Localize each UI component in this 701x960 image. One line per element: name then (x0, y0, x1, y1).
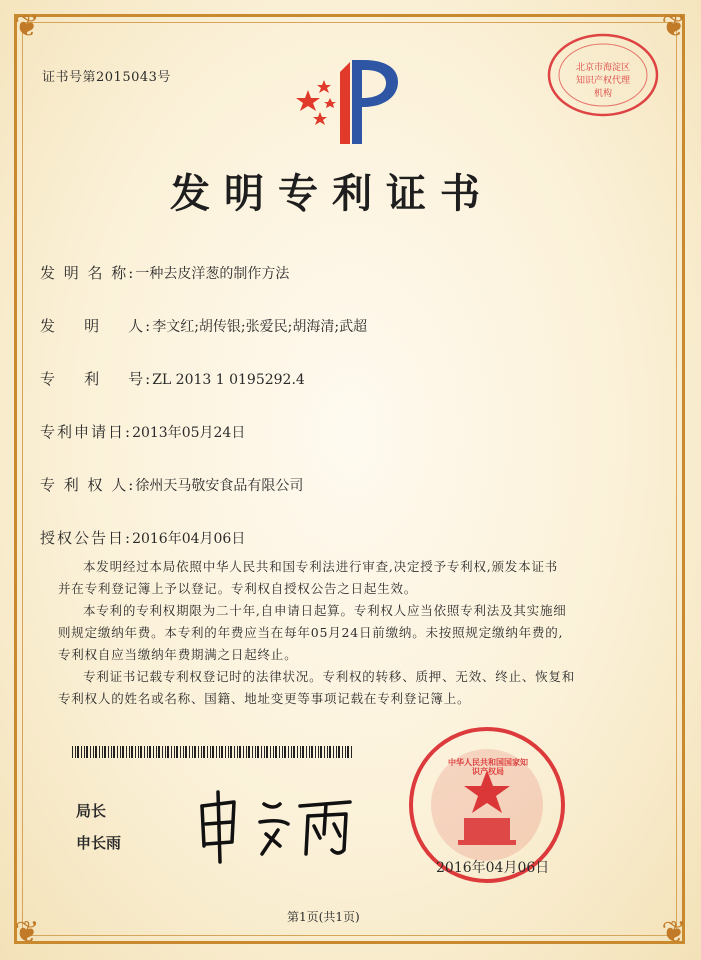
barcode (72, 746, 352, 758)
field-row (40, 527, 245, 548)
field-value: 2016年04月06日 (132, 531, 246, 547)
page-footer: 第1页(共1页) (287, 910, 360, 924)
patent-office-logo-icon (290, 52, 410, 152)
body-line: 则规定缴纳年费。本专利的年费应当在每年05月24日前缴纳。未按照规定缴纳年费的, (58, 625, 564, 640)
body-line: 本专利的专利权期限为二十年,自申请日起算。专利权人应当依照专利法及其实施细 (83, 603, 567, 618)
field-label: 授权公告日: (40, 529, 133, 547)
body-line: 本发明经过本局依照中华人民共和国专利法进行审查,决定授予专利权,颁发本证书 (83, 559, 559, 574)
body-line: 专利权人的姓名或名称、国籍、地址变更等事项记载在专利登记簿上。 (58, 691, 471, 706)
field-row (40, 368, 305, 389)
page-title: 发明专利证书 (170, 170, 494, 217)
seal-text: 中华人民共和国国家知识产权局 (448, 757, 528, 776)
field-row (40, 262, 289, 283)
field-label: 专 利 号: (40, 370, 153, 388)
field-label: 专利申请日: (40, 423, 133, 441)
body-line: 专利证书记载专利权登记时的法律状况。专利权的转移、质押、无效、终止、恢复和 (83, 669, 576, 684)
director-name: 申长雨 (76, 834, 122, 852)
seal-date: 2016年04月06日 (436, 860, 550, 876)
field-value: 一种去皮洋葱的制作方法 (135, 266, 290, 282)
field-label: 发 明 名 称: (40, 264, 136, 282)
corner-ornament-icon: ❦ (14, 915, 40, 950)
body-line: 并在专利登记簿上予以登记。专利权自授权公告之日起生效。 (58, 581, 418, 596)
field-value: ZL 2013 1 0195292.4 (152, 372, 305, 388)
field-value: 2013年05月24日 (132, 425, 246, 441)
body-line: 专利权自应当缴纳年费期满之日起终止。 (58, 647, 298, 662)
agency-seal-text: 北京市海淀区知识产权代理机构 (575, 63, 630, 99)
field-value: 徐州天马敬安食品有限公司 (135, 478, 304, 494)
field-label: 发 明 人: (40, 317, 153, 335)
handwritten-signature (190, 784, 360, 864)
field-label: 专 利 权 人: (40, 476, 136, 494)
field-row (40, 421, 245, 442)
field-row (40, 315, 367, 336)
field-value: 李文红;胡传银;张爱民;胡海清;武超 (152, 319, 368, 335)
corner-ornament-icon: ❦ (14, 9, 40, 44)
certificate-number: 证书号第2015043号 (42, 70, 171, 85)
corner-ornament-icon: ❦ (661, 915, 687, 950)
director-title: 局长 (76, 802, 107, 820)
corner-ornament-icon: ❦ (661, 9, 687, 44)
field-row (40, 474, 303, 495)
certificate-body (58, 556, 618, 710)
